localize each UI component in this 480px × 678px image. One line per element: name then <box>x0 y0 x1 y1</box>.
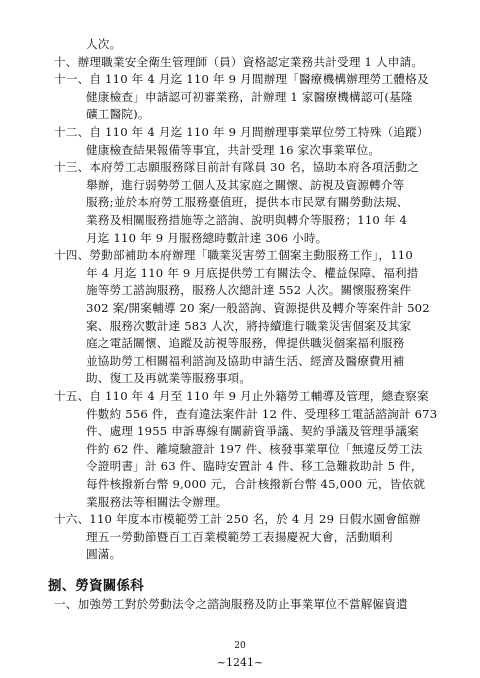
text-line: 件、處理 1955 申訴專線有關薪資爭議、契約爭議及管理爭議案 <box>86 424 419 439</box>
text-line: 年 4 月迄 110 年 9 月底提供勞工有關法令、權益保障、福利措 <box>86 265 419 280</box>
text-line: 庭之電話關懷、追蹤及訪視等服務，俾提供職災個案福利服務 <box>86 336 405 351</box>
text-line: 業務及相關服務措施等之諮詢、說明與轉介等服務；110 年 4 <box>86 213 408 227</box>
text-line: 一、加強勞工對於勞動法令之諮詢服務及防止事業單位不當解僱資遣 <box>54 596 408 611</box>
text-line: 舉辦，進行弱勢勞工個人及其家庭之關懷、訪視及資源轉介等 <box>86 177 405 192</box>
text-line: 十、辦理職業安全衛生管理師（員）資格認定業務共計受理 1 人申請。 <box>54 54 424 69</box>
text-line: 服務;並於本府勞工服務臺值班，提供本市民眾有關勞動法規、 <box>86 195 409 210</box>
text-line: 圓滿。 <box>86 547 122 562</box>
text-line: 十六、110 年度本市模範勞工計 250 名，於 4 月 29 日假水園會館辦 <box>54 512 421 527</box>
text-line: 件約 62 件、離境驗證計 197 件、核發事業單位「無違反勞工法 <box>86 441 423 456</box>
text-line: 案、服務次數計達 583 人次，將持續進行職業災害個案及其家 <box>86 318 412 333</box>
text-line: 月迄 110 年 9 月服務總時數計達 306 小時。 <box>86 230 328 245</box>
text-line: 理五一勞動節暨百工百業模範勞工表揚慶祝大會，活動順利 <box>86 529 393 544</box>
text-line: 礦工醫院)。 <box>86 107 150 122</box>
text-line: 健康檢查」申請認可初審業務，計辦理 1 家醫療機構認可(基隆 <box>86 89 413 104</box>
text-line: 十二、自 110 年 4 月迄 110 年 9 月間辦理事業單位勞工特殊（追蹤） <box>54 125 429 139</box>
total-page-marker: ~1241~ <box>216 656 264 669</box>
text-line: 十五、自 110 年 4 月至 110 年 9 月止外籍勞工輔導及管理，總查察案 <box>54 389 429 403</box>
text-line: 施等勞工諮詢服務，服務人次總計達 552 人次。關懷服務案件 <box>86 283 412 298</box>
text-line: 人次。 <box>86 37 122 51</box>
text-line: 件數約 556 件，查有違法案件計 12 件、受理移工電話諮詢計 673 <box>86 406 438 421</box>
page-number: 20 <box>234 641 246 651</box>
text-line: 業服務法等相關法令辦理。 <box>86 494 228 509</box>
text-line: 十四、勞動部補助本府辦理「職業災害勞工個案主動服務工作」，110 <box>54 248 413 263</box>
text-line: 並協助勞工相關福利諮詢及協助申請生活、經濟及醫療費用補 <box>86 353 405 368</box>
text-line: 每件核撥新台幣 9,000 元，合計核撥新台幣 45,000 元，皆依就 <box>86 477 426 491</box>
text-line: 十一、自 110 年 4 月迄 110 年 9 月間辦理「醫療機構辦理勞工體格及 <box>54 72 429 87</box>
text-line: 十三、本府勞工志願服務隊目前計有隊員 30 名，協助本府各項活動之 <box>54 160 419 175</box>
text-line: 令證明書」計 63 件、臨時安置計 4 件、移工急難救助計 5 件， <box>86 459 423 474</box>
text-line: 健康檢查結果報備等事宜，共計受理 16 家次事業單位。 <box>86 142 381 157</box>
text-line: 助、復工及再就業等服務事項。 <box>86 371 252 386</box>
section-heading: 捌、勞資關係科 <box>48 578 144 594</box>
text-line: 302 案/開案輔導 20 案/一般諮詢、資源提供及轉介等案件計 502 <box>86 301 430 315</box>
